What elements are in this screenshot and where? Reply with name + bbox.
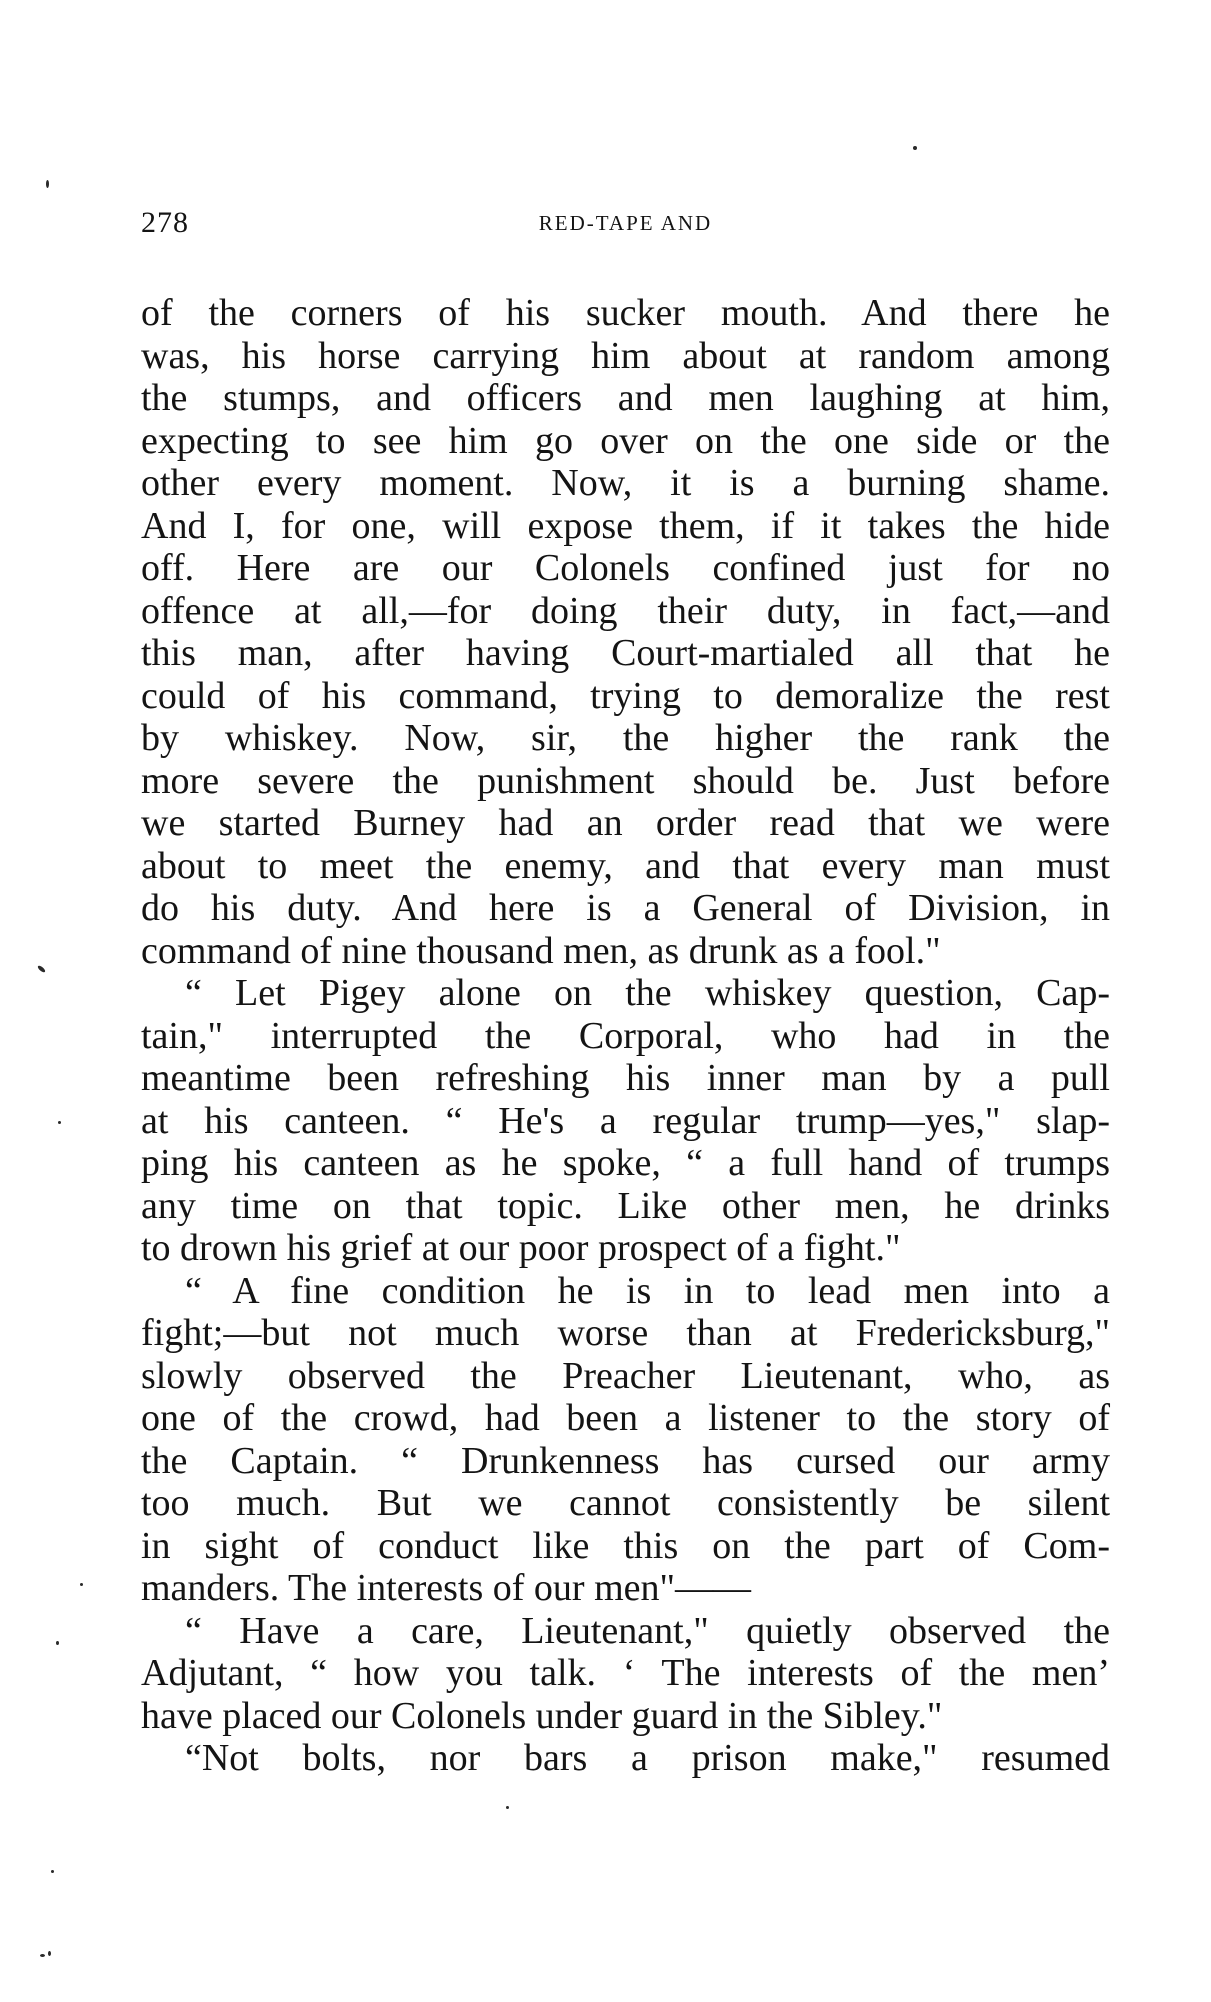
text-line: the Captain. “ Drunkenness has cursed our army [141, 1439, 1110, 1482]
text-line: about to meet the enemy, and that every man must [141, 844, 1110, 887]
text-line: more severe the punishment should be. Just before [141, 759, 1110, 802]
text-line: one of the crowd, had been a listener to the story of [141, 1397, 1110, 1439]
text-line: have placed our Colonels under guard in the Sibley." [141, 1694, 943, 1737]
text-line: could of his command, trying to demoralize the rest [141, 674, 1110, 717]
text-line: command of nine thousand men, as drunk as a fool." [141, 929, 941, 972]
text-line: “ Let Pigey alone on the whiskey question, Cap- [185, 972, 1110, 1014]
running-head: RED-TAPE AND [538, 211, 713, 235]
scan-speck [46, 180, 49, 188]
text-line: fight;—but not much worse than at Fredericksburg," [141, 1312, 1110, 1354]
scan-speck [48, 1951, 51, 1956]
text-line: Adjutant, “ how you talk. ‘ The interests of the men’ [141, 1652, 1110, 1694]
scan-speck [40, 1954, 45, 1957]
text-line: other every moment. Now, it is a burning shame. [141, 462, 1110, 504]
scan-speck [58, 1121, 61, 1124]
text-line: “Not bolts, nor bars a prison make," resumed [185, 1737, 1110, 1779]
scan-speck [506, 1806, 509, 1809]
scan-speck [80, 1583, 83, 1586]
scan-speck [56, 1641, 59, 1645]
scan-speck [37, 965, 46, 974]
text-line: “ Have a care, Lieutenant," quietly observed the [185, 1609, 1110, 1652]
text-line: to drown his grief at our poor prospect of a fight." [141, 1227, 901, 1269]
text-line: do his duty. And here is a General of Division, in [141, 887, 1110, 929]
text-line: ping his canteen as he spoke, “ a full hand of trumps [141, 1142, 1110, 1184]
scan-speck [51, 1870, 54, 1873]
text-line: off. Here are our Colonels confined just for no [141, 547, 1110, 589]
page-header [141, 203, 1110, 243]
body-text [141, 292, 1110, 1780]
text-line: by whiskey. Now, sir, the higher the rank the [141, 717, 1110, 759]
text-line: at his canteen. “ He's a regular trump—yes," slap- [141, 1099, 1110, 1142]
text-line: And I, for one, will expose them, if it takes the hide [141, 504, 1110, 547]
text-line: was, his horse carrying him about at random among [141, 334, 1110, 377]
text-line: of the corners of his sucker mouth. And there he [141, 292, 1110, 334]
text-line: “ A fine condition he is in to lead men into a [185, 1269, 1110, 1312]
text-line: meantime been refreshing his inner man by a pull [141, 1057, 1110, 1099]
scan-speck [913, 146, 917, 150]
page-number: 278 [141, 206, 189, 239]
text-line: tain," interrupted the Corporal, who had in the [141, 1014, 1110, 1057]
text-line: we started Burney had an order read that we were [141, 802, 1110, 844]
text-line: expecting to see him go over on the one side or the [141, 419, 1110, 462]
text-line: in sight of conduct like this on the part of Com- [141, 1524, 1110, 1567]
text-line: manders. The interests of our men"—— [141, 1567, 752, 1609]
text-line: too much. But we cannot consistently be silent [141, 1482, 1110, 1524]
text-line: any time on that topic. Like other men, he drinks [141, 1184, 1110, 1227]
text-line: the stumps, and officers and men laughing at him, [141, 377, 1110, 419]
text-line: this man, after having Court-martialed all that he [141, 632, 1110, 674]
text-line: offence at all,—for doing their duty, in fact,—and [141, 589, 1110, 632]
text-line: slowly observed the Preacher Lieutenant, who, as [141, 1354, 1110, 1397]
